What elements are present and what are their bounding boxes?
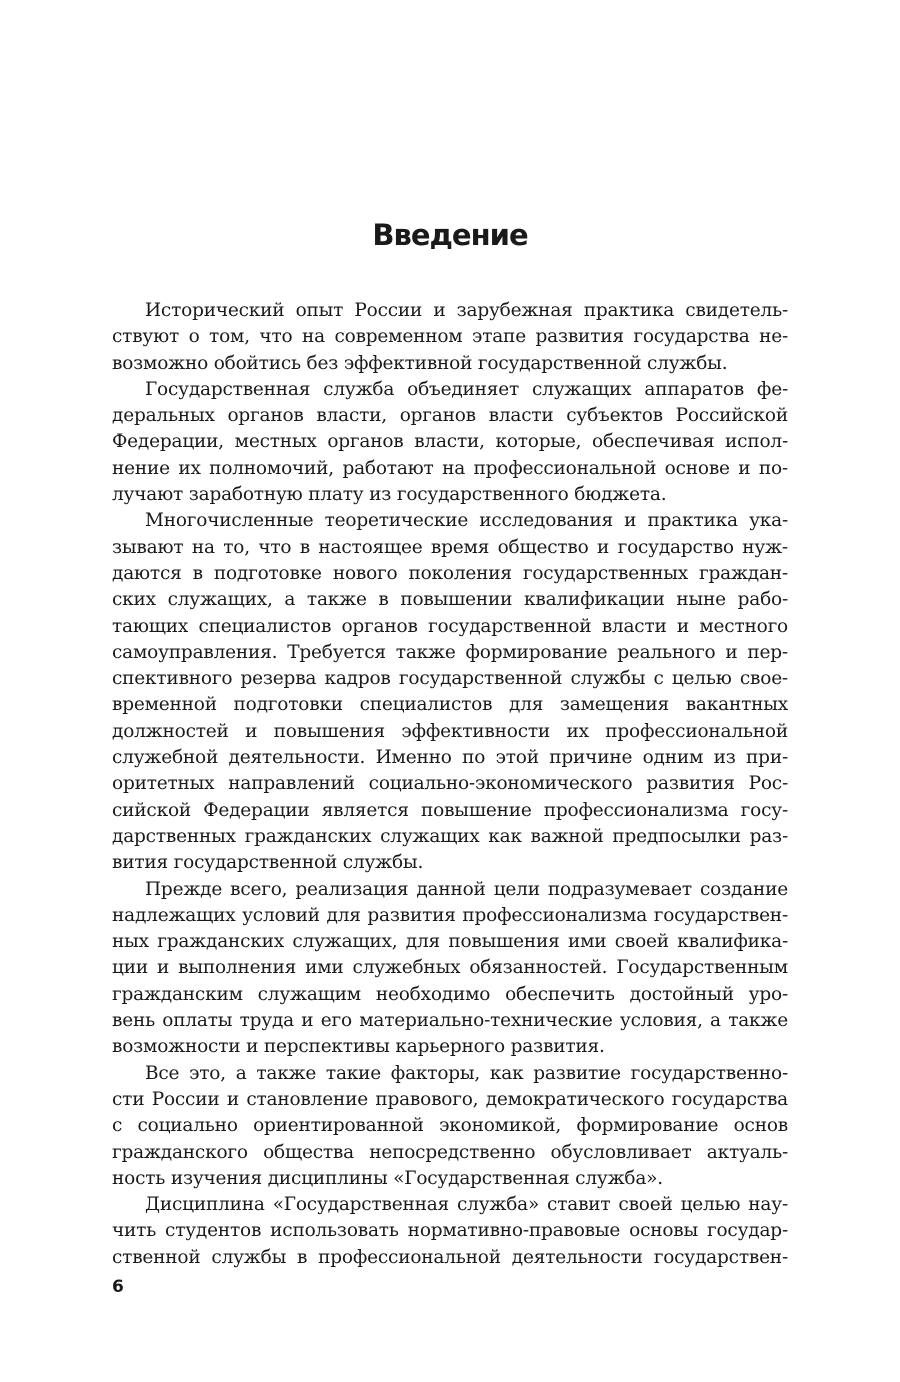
text-line: ствуют о том, что на современном этапе развития государства не- bbox=[112, 326, 788, 348]
text-line: Федерации, местных органов власти, которые, обеспечивая испол- bbox=[112, 431, 788, 453]
text-line: спективного резерва кадров государственной службы с целью свое- bbox=[112, 668, 788, 690]
text-line: вития государственной службы. bbox=[112, 852, 424, 874]
text-line: гражданским служащим необходимо обеспечить достойный уро- bbox=[112, 983, 788, 1005]
text-line: тающих специалистов органов государственной власти и местного bbox=[112, 615, 788, 637]
text-line: временной подготовки специалистов для замещения вакантных bbox=[112, 694, 788, 716]
text-line: сти России и становление правового, демократического государства bbox=[112, 1088, 788, 1110]
text-line: Государственная служба объединяет служащих аппаратов фе- bbox=[145, 378, 788, 400]
text-line: возможности и перспективы карьерного развития. bbox=[112, 1036, 605, 1058]
text-line: Все это, а также такие факторы, как развитие государственно- bbox=[145, 1062, 788, 1084]
text-line: ность изучения дисциплины «Государственная служба». bbox=[112, 1167, 663, 1189]
text-line: надлежащих условий для развития профессионализма государствен- bbox=[112, 904, 788, 926]
text-line: вень оплаты труда и его материально-технические условия, а также bbox=[112, 1010, 788, 1032]
paragraph bbox=[112, 298, 788, 377]
text-line: гражданского общества непосредственно обусловливает актуаль- bbox=[112, 1141, 788, 1163]
text-line: лучают заработную плату из государственного бюджета. bbox=[112, 484, 667, 506]
text-line: Дисциплина «Государственная служба» ставит своей целью нау- bbox=[145, 1194, 788, 1216]
text-line: оритетных направлений социально-экономического развития Рос- bbox=[112, 773, 788, 795]
paragraph bbox=[112, 508, 788, 876]
text-line: самоуправления. Требуется также формирование реального и пер- bbox=[112, 641, 788, 663]
text-line: деральных органов власти, органов власти субъектов Российской bbox=[112, 405, 788, 427]
text-line: ственной службы в профессиональной деятельности государствен- bbox=[112, 1246, 788, 1268]
text-line: нение их полномочий, работают на профессиональной основе и по- bbox=[112, 457, 788, 479]
text-line: возможно обойтись без эффективной государственной службы. bbox=[112, 352, 728, 374]
text-line: Исторический опыт России и зарубежная практика свидетель- bbox=[145, 300, 788, 321]
text-line: ских служащих, а также в повышении квалификации ныне рабо- bbox=[112, 589, 788, 611]
text-line: ции и выполнения ими служебных обязанностей. Государственным bbox=[112, 957, 788, 979]
text-line: должностей и повышения эффективности их профессиональной bbox=[112, 720, 788, 742]
page-number: 6 bbox=[112, 1277, 124, 1297]
text-line: с социально ориентированной экономикой, формирование основ bbox=[112, 1115, 788, 1137]
page-title: Введение bbox=[372, 218, 528, 252]
text-line: сийской Федерации является повышение профессионализма госу- bbox=[112, 799, 788, 821]
text-line: Прежде всего, реализация данной цели подразумевает создание bbox=[145, 878, 788, 900]
paragraph bbox=[112, 377, 788, 508]
paragraph bbox=[112, 1192, 788, 1271]
text-line: служебной деятельности. Именно по этой причине одним из при- bbox=[112, 747, 788, 769]
text-line: дарственных гражданских служащих как важной предпосылки раз- bbox=[112, 825, 788, 847]
paragraph bbox=[112, 1061, 788, 1192]
text-line: даются в подготовке нового поколения государственных граждан- bbox=[112, 562, 788, 584]
paragraph bbox=[112, 877, 788, 1061]
text-line: чить студентов использовать нормативно-правовые основы государ- bbox=[112, 1220, 788, 1242]
text-line: ных гражданских служащих, для повышения ими своей квалифика- bbox=[112, 931, 788, 953]
text-line: зывают на то, что в настоящее время общество и государство нуж- bbox=[112, 536, 788, 558]
text-line: Многочисленные теоретические исследования и практика ука- bbox=[145, 510, 788, 532]
body-text bbox=[112, 298, 788, 1271]
